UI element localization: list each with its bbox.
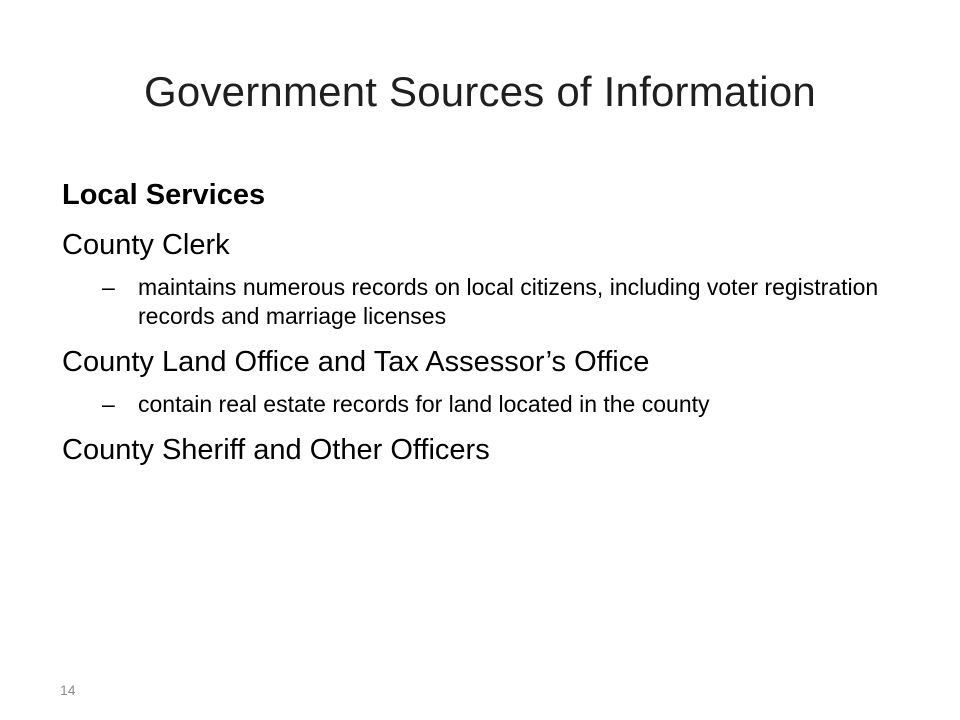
item-county-land-office: County Land Office and Tax Assessor’s Office bbox=[62, 346, 650, 378]
item-county-clerk: County Clerk bbox=[62, 229, 230, 261]
dash-marker: – bbox=[102, 274, 115, 300]
slide-title: Government Sources of Information bbox=[144, 68, 816, 115]
dash-marker: – bbox=[102, 391, 115, 417]
slide-content bbox=[62, 170, 902, 475]
sub-bullet-county-land-office bbox=[62, 390, 902, 419]
sub-bullet-county-clerk bbox=[62, 273, 902, 331]
section-heading: Local Services bbox=[62, 179, 266, 211]
bullet-text: maintains numerous records on local citizens, including voter registration records and marriage licenses bbox=[138, 274, 879, 329]
bullet-text: contain real estate records for land located in the county bbox=[138, 391, 710, 417]
page-number: 14 bbox=[60, 682, 76, 698]
item-county-sheriff: County Sheriff and Other Officers bbox=[62, 434, 490, 466]
